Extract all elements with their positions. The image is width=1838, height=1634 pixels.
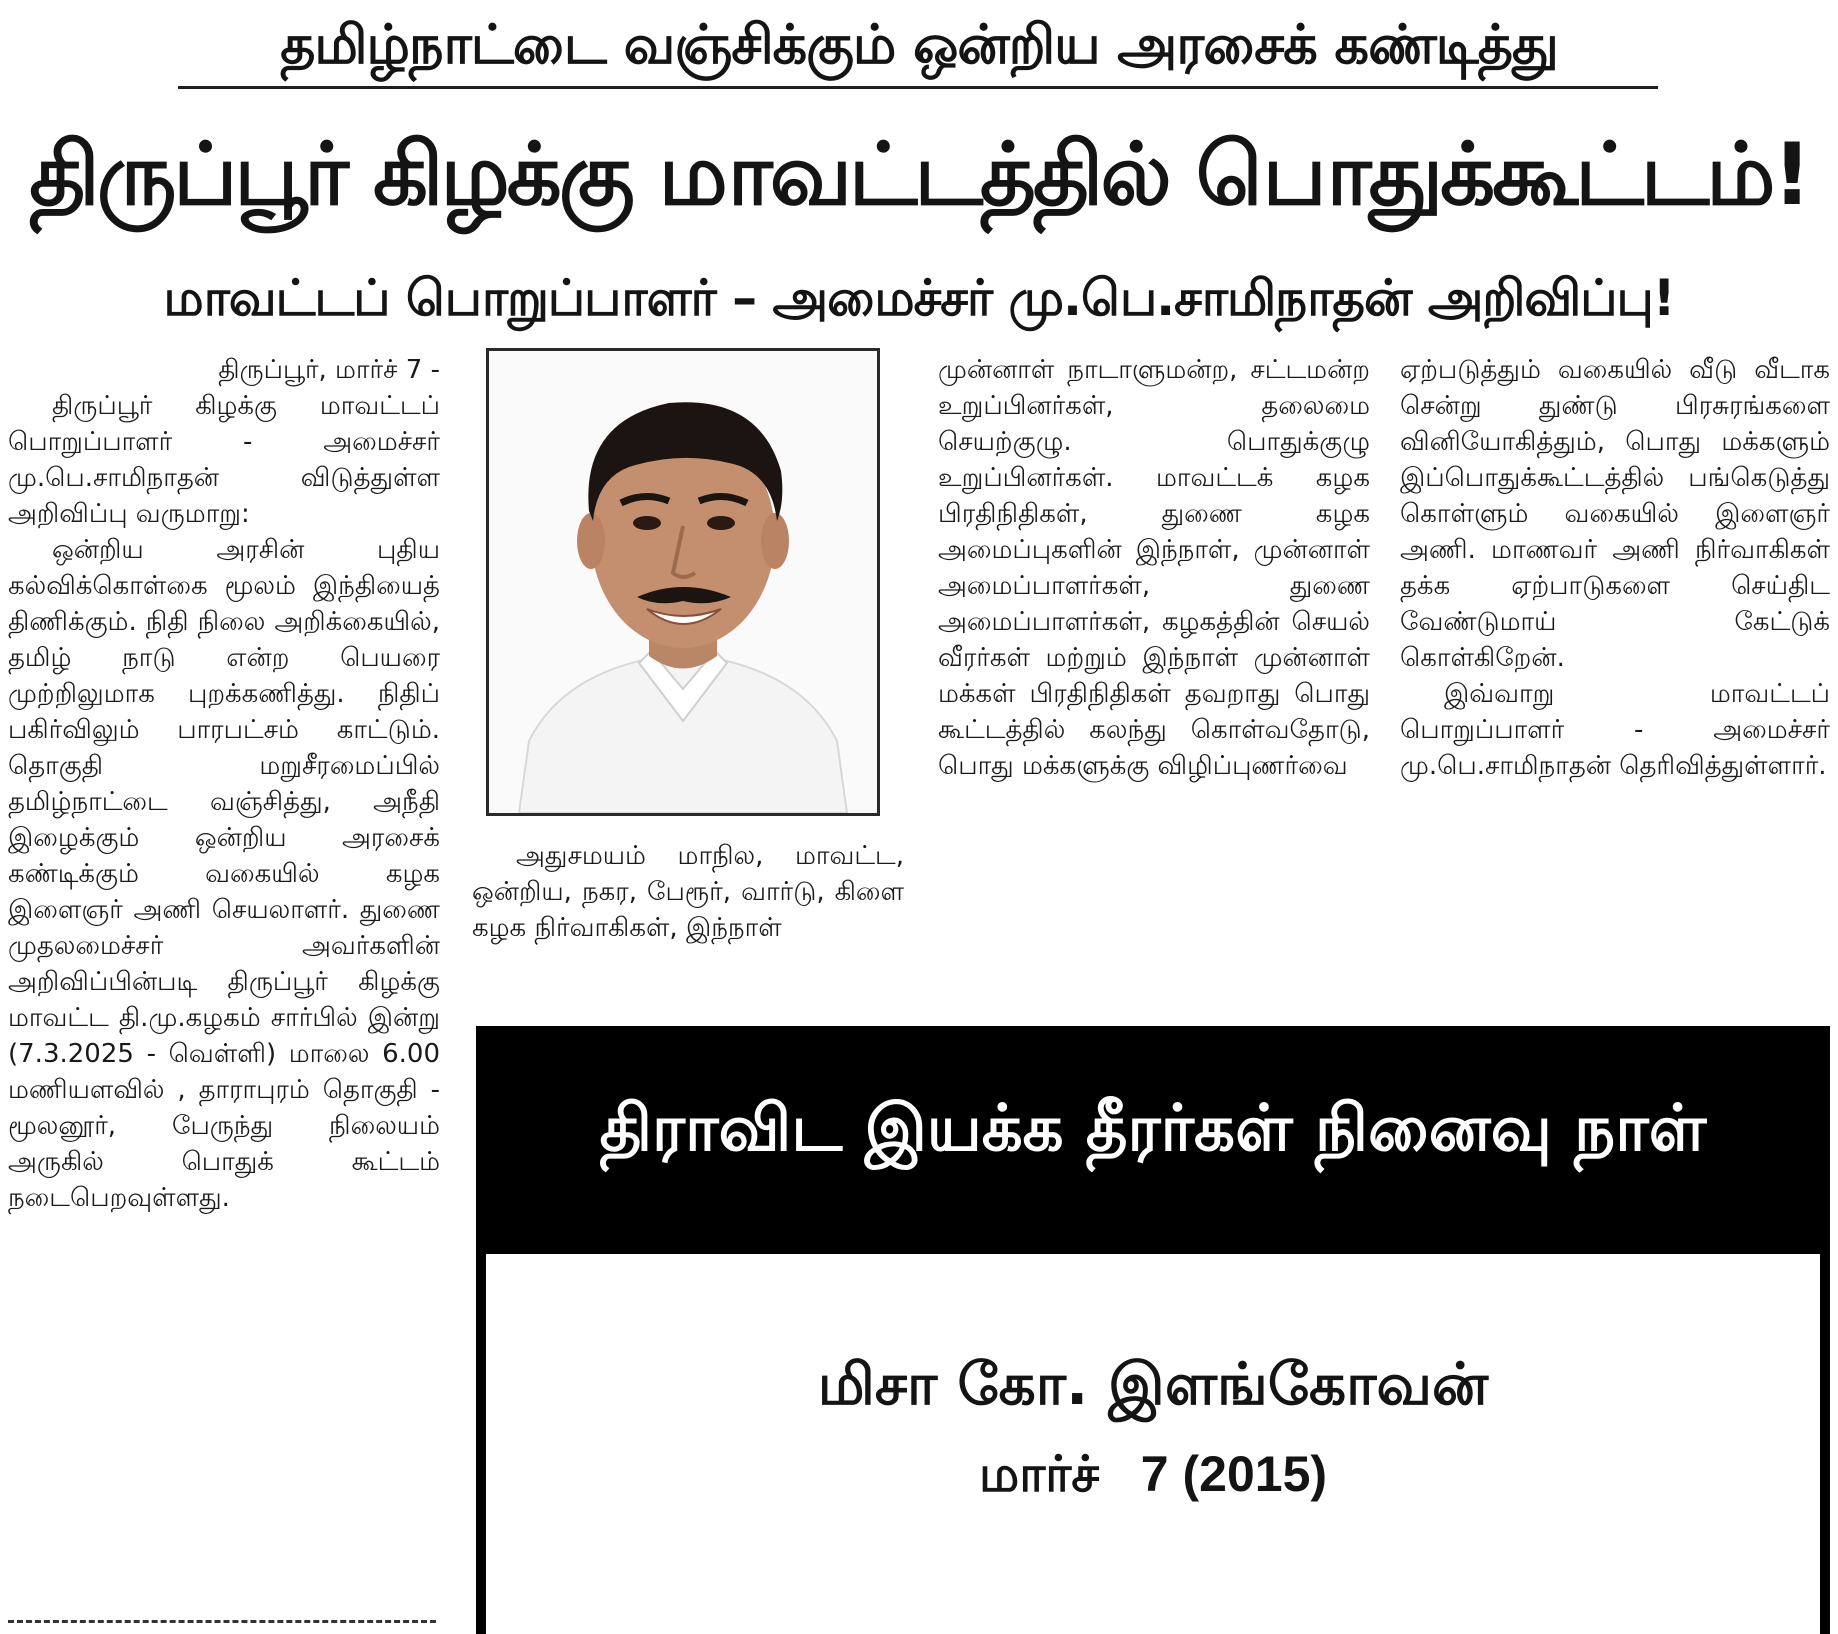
article-paragraph-6: இவ்வாறு மாவட்டப் பொறுப்பாளர் - அமைச்சர் மு.பெ.சாமிநாதன் தெரிவித்துள்ளார். (1400, 679, 1830, 781)
sub-headline: மாவட்டப் பொறுப்பாளர் – அமைச்சர் மு.பெ.சாமிநாதன் அறிவிப்பு! (163, 269, 1675, 327)
article-paragraph-1: திருப்பூர் கிழக்கு மாவட்டப் பொறுப்பாளர் - அமைச்சர் மு.பெ.சாமிநாதன் விடுத்துள்ள அறிவிப்பு வருமாறு: (8, 391, 440, 529)
memorial-inner-panel (486, 1254, 1820, 1634)
memorial-title: திராவிட இயக்க தீரர்கள் நினைவு நாள் (599, 1091, 1707, 1166)
article-column-2 (472, 838, 904, 946)
kicker-headline: தமிழ்நாட்டை வஞ்சிக்கும் ஒன்றிய அரசைக் கண்டித்து (280, 13, 1558, 76)
article-paragraph-3: அதுசமயம் மாநில, மாவட்ட, ஒன்றிய, நகர, பேரூர், வார்டு, கிளை கழக நிர்வாகிகள், இந்நாள் (472, 841, 904, 943)
article-paragraph-4: முன்னாள் நாடாளுமன்ற, சட்டமன்ற உறுப்பினர்கள், தலைமை செயற்குழு. பொதுக்குழு உறுப்பினர்கள். மாவட்டக் கழக பிரதிநிதிகள், துணை கழக அமைப்புகளின் இந்நாள், முன்னாள் அமைப்பாளர்கள், துணை அமைப்பாளர்கள், கழகத்தின் செயல் வீரர்கள் மற்றும் இந்நாள் முன்னாள் மக்கள் பிரதிநிதிகள் தவறாது பொது கூட்டத்தில் கலந்து கொள்வதோடு, பொது மக்களுக்கு விழிப்புணர்வை (938, 355, 1370, 781)
article-column-4 (1400, 352, 1830, 784)
dateline: திருப்பூர், மார்ச் 7 - (218, 355, 440, 385)
memorial-box (476, 1026, 1830, 1634)
portrait-photo-icon (489, 351, 877, 813)
article-column-1 (8, 352, 440, 1216)
article-paragraph-2: ஒன்றிய அரசின் புதிய கல்விக்கொள்கை மூலம் இந்தியைத் திணிக்கும். நிதி நிலை அறிக்கையில், தமிழ் நாடு என்ற பெயரை முற்றிலுமாக புறக்கணித்து. நிதிப் பகிர்விலும் பாரபட்சம் காட்டும். தொகுதி மறுசீரமைப்பில் தமிழ்நாட்டை வஞ்சித்து, அநீதி இழைக்கும் ஒன்றிய அரசைக் கண்டிக்கும் வகையில் கழக இளைஞர் அணி செயலாளர். துணை முதலமைச்சர் அவர்களின் அறிவிப்பின்படி திருப்பூர் கிழக்கு மாவட்ட தி.மு.கழகம் சார்பில் இன்று (7.3.2025 - வெள்ளி) மாலை 6.00 மணியளவில் , தாராபுரம் தொகுதி - மூலனூர், பேருந்து நிலையம் அருகில் பொதுக் கூட்டம் நடைபெறவுள்ளது. (8, 535, 440, 1213)
memorial-date: மார்ச் 7 (2015) (978, 1446, 1328, 1502)
main-headline: திருப்பூர் கிழக்கு மாவட்டத்தில் பொதுக்கூட்டம்! (29, 125, 1809, 225)
portrait-photo (486, 348, 880, 816)
column-divider (8, 1620, 436, 1623)
kicker-underline (178, 86, 1658, 89)
article-column-3 (938, 352, 1370, 784)
article-paragraph-5: ஏற்படுத்தும் வகையில் வீடு வீடாக சென்று துண்டு பிரசுரங்களை வினியோகித்தும், பொது மக்களும் இப்பொதுக்கூட்டத்தில் பங்கெடுத்து கொள்ளும் வகையில் இளைஞர் அணி. மாணவர் அணி நிர்வாகிகள் தக்க ஏற்பாடுகளை செய்திட வேண்டுமாய் கேட்டுக் கொள்கிறேன். (1400, 355, 1830, 673)
memorial-name: மிசா கோ. இளங்கோவன் (817, 1350, 1489, 1418)
